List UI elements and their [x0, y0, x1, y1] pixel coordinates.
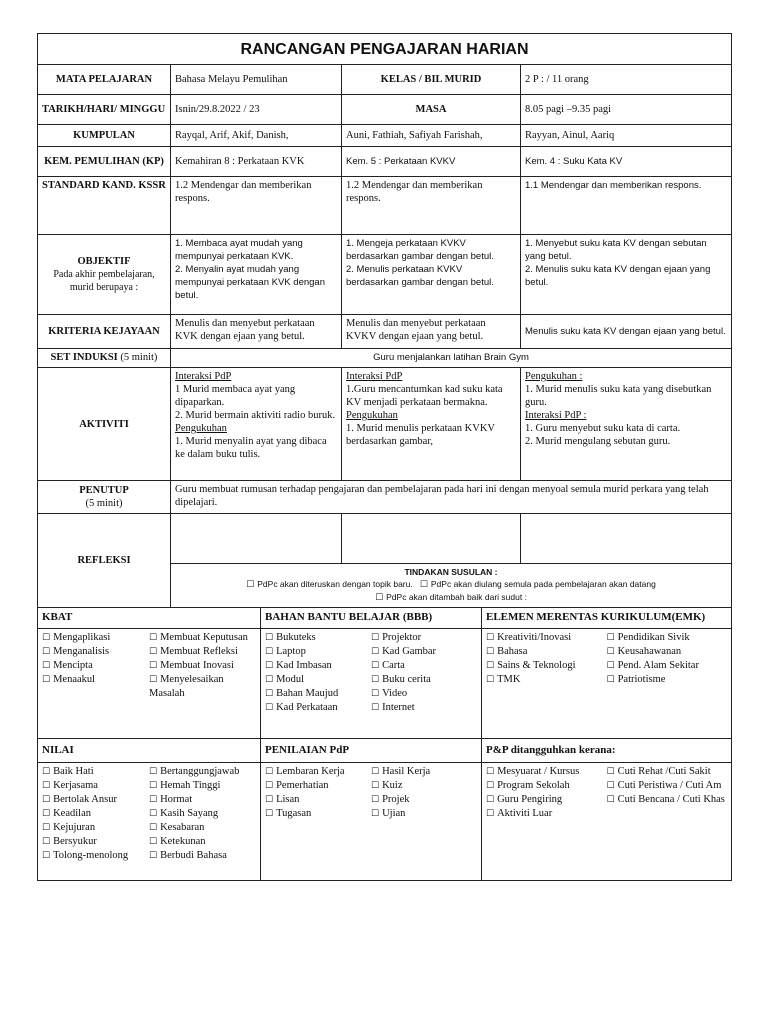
standard-label: STANDARD KAND. KSSR [38, 177, 171, 235]
reflection-2[interactable] [342, 514, 521, 564]
kp-label: KEM. PEMULIHAN (KP) [38, 147, 171, 177]
nilai-option[interactable]: ☐ Baik Hati [42, 765, 149, 779]
follow-up-actions [171, 564, 732, 608]
postponed-option[interactable]: ☐ Cuti Bencana / Cuti Khas [607, 793, 728, 807]
activity-3-heading-2: Interaksi PdP : [525, 410, 587, 421]
nilai-option[interactable]: ☐ Bersyukur [42, 835, 149, 849]
kp-3: Kem. 4 : Suku Kata KV [521, 147, 732, 177]
induction-label: SET INDUKSI [50, 352, 118, 363]
criteria-label: KRITERIA KEJAYAAN [38, 315, 171, 349]
bbb-option[interactable]: ☐ Modul [265, 673, 371, 687]
postponed-option[interactable]: ☐ Mesyuarat / Kursus [486, 765, 607, 779]
bbb-option[interactable]: ☐ Kad Perkataan [265, 701, 371, 715]
activity-2 [342, 368, 521, 481]
nilai-option[interactable]: ☐ Bertolak Ansur [42, 793, 149, 807]
induction-value: Guru menjalankan latihan Brain Gym [171, 349, 732, 368]
nilai-option[interactable]: ☐ Kerjasama [42, 779, 149, 793]
emk-option[interactable]: ☐ TMK [486, 673, 607, 687]
closure-duration: (5 minit) [85, 498, 123, 509]
objective-1-item: 1. Membaca ayat mudah yang mempunyai perkataan KVK. [175, 238, 303, 262]
reflection-3[interactable] [521, 514, 732, 564]
nilai-option[interactable]: ☐ Ketekunan [149, 835, 256, 849]
nilai-option[interactable]: ☐ Kasih Sayang [149, 807, 256, 821]
emk-option[interactable]: ☐ Keusahawanan [607, 645, 728, 659]
assessment-option[interactable]: ☐ Hasil Kerja [371, 765, 477, 779]
bbb-option[interactable]: ☐ Bahan Maujud [265, 687, 371, 701]
assessment-option[interactable]: ☐ Pemerhatian [265, 779, 371, 793]
activity-1-heading: Interaksi PdP [175, 371, 232, 382]
kbat-title: KBAT [38, 608, 261, 628]
activity-1-item: 1 Murid membaca ayat yang dipaparkan. [175, 384, 296, 408]
criteria-2: Menulis dan menyebut perkataan KVKV dengan ejaan yang betul. [342, 315, 521, 349]
standard-3: 1.1 Mendengar dan memberikan respons. [521, 177, 732, 235]
group-3: Rayyan, Ainul, Aariq [521, 125, 732, 147]
date-label: TARIKH/HARI/ MINGGU [38, 95, 171, 125]
kbat-option[interactable]: ☐ Mencipta [42, 659, 149, 673]
emk-title: ELEMEN MERENTAS KURIKULUM(EMK) [482, 608, 732, 628]
activity-2-heading-2: Pengukuhan [346, 410, 398, 421]
nilai-option[interactable]: ☐ Bertanggungjawab [149, 765, 256, 779]
objective-3-item: 1. Menyebut suku kata KV dengan sebutan yang betul. [525, 238, 707, 262]
group-label: KUMPULAN [38, 125, 171, 147]
objective-label-cell [38, 235, 171, 315]
objective-1 [171, 235, 342, 315]
bbb-option[interactable]: ☐ Kad Gambar [371, 645, 477, 659]
lesson-plan-table [37, 33, 732, 608]
class-label: KELAS / BIL MURID [342, 65, 521, 95]
objective-1-item: 2. Menyalin ayat mudah yang mempunyai perkataan KVK dengan betul. [175, 264, 325, 301]
bbb-option[interactable]: ☐ Carta [371, 659, 477, 673]
standard-2: 1.2 Mendengar dan memberikan respons. [342, 177, 521, 235]
activity-2-heading: Interaksi PdP [346, 371, 403, 382]
assessment-option[interactable]: ☐ Projek [371, 793, 477, 807]
objective-3 [521, 235, 732, 315]
emk-option[interactable]: ☐ Sains & Teknologi [486, 659, 607, 673]
nilai-option[interactable]: ☐ Hormat [149, 793, 256, 807]
criteria-3: Menulis suku kata KV dengan ejaan yang betul. [521, 315, 732, 349]
emk-option[interactable]: ☐ Pendidikan Sivik [607, 631, 728, 645]
assessment-option[interactable]: ☐ Kuiz [371, 779, 477, 793]
activity-3 [521, 368, 732, 481]
activity-3-item: 1. Murid menulis suku kata yang disebutkan guru. [525, 384, 712, 408]
postponed-option[interactable]: ☐ Guru Pengiring [486, 793, 607, 807]
objective-label: OBJEKTIF [77, 256, 131, 267]
follow-up-option[interactable]: ☐ PdPc akan ditambah baik dari sudut : [375, 592, 527, 602]
bbb-option[interactable]: ☐ Laptop [265, 645, 371, 659]
bbb-option[interactable]: ☐ Bukuteks [265, 631, 371, 645]
time-value: 8.05 pagi –9.35 pagi [521, 95, 732, 125]
bbb-option[interactable]: ☐ Buku cerita [371, 673, 477, 687]
kbat-option[interactable]: ☐ Membuat Keputusan [149, 631, 256, 645]
subject-label: MATA PELAJARAN [38, 65, 171, 95]
class-value: 2 P : / 11 orang [521, 65, 732, 95]
activity-3-item: 2. Murid mengulang sebutan guru. [525, 436, 671, 447]
closure-label: PENUTUP [79, 485, 129, 496]
postponed-list [482, 762, 732, 880]
assessment-option[interactable]: ☐ Tugasan [265, 807, 371, 821]
kbat-option[interactable]: ☐ Menganalisis [42, 645, 149, 659]
closure-label-cell [38, 481, 171, 514]
assessment-option[interactable]: ☐ Ujian [371, 807, 477, 821]
postponed-option[interactable]: ☐ Cuti Peristiwa / Cuti Am [607, 779, 728, 793]
postponed-option[interactable]: ☐ Program Sekolah [486, 779, 607, 793]
assessment-option[interactable]: ☐ Lisan [265, 793, 371, 807]
bbb-option[interactable]: ☐ Internet [371, 701, 477, 715]
group-2: Auni, Fathiah, Safiyah Farishah, [342, 125, 521, 147]
kp-2: Kem. 5 : Perkataan KVKV [342, 147, 521, 177]
emk-list [482, 628, 732, 738]
bbb-option[interactable]: ☐ Video [371, 687, 477, 701]
nilai-option[interactable]: ☐ Keadilan [42, 807, 149, 821]
kbat-option[interactable]: ☐ Membuat Inovasi [149, 659, 256, 673]
nilai-option[interactable]: ☐ Hemah Tinggi [149, 779, 256, 793]
postponed-title: P&P ditangguhkan kerana: [482, 738, 732, 762]
activity-2-item: 1. Murid menulis perkataan KVKV berdasarkan gambar, [346, 423, 495, 447]
group-1: Rayqal, Arif, Akif, Danish, [171, 125, 342, 147]
kbat-option[interactable]: ☐ Menaakul [42, 673, 149, 687]
criteria-1: Menulis dan menyebut perkataan KVK dengan ejaan yang betul. [171, 315, 342, 349]
date-value: Isnin/29.8.2022 / 23 [171, 95, 342, 125]
objective-2-item: 1. Mengeja perkataan KVKV berdasarkan gambar dengan betul. [346, 238, 494, 262]
postponed-option[interactable]: ☐ Aktiviti Luar [486, 807, 607, 821]
time-label: MASA [342, 95, 521, 125]
emk-option[interactable]: ☐ Pend. Alam Sekitar [607, 659, 728, 673]
closure-value: Guru membuat rumusan terhadap pengajaran dan pembelajaran pada hari ini dengan menyoal semula murid perkara yang telah dipelajari. [171, 481, 732, 514]
activity-1 [171, 368, 342, 481]
activity-1-item: 2. Murid bermain aktiviti radio buruk. [175, 410, 336, 421]
induction-label-cell [38, 349, 171, 368]
activity-1-heading-2: Pengukuhan [175, 423, 227, 434]
induction-duration: (5 minit) [120, 352, 158, 363]
activity-1-item: 1. Murid menyalin ayat yang dibaca ke dalam buku tulis. [175, 436, 327, 460]
follow-up-title: TINDAKAN SUSULAN : [404, 567, 498, 577]
page-title: RANCANGAN PENGAJARAN HARIAN [38, 34, 732, 65]
bbb-option[interactable]: ☐ Kad Imbasan [265, 659, 371, 673]
kbat-option[interactable]: ☐ Mengaplikasi [42, 631, 149, 645]
nilai-option[interactable]: ☐ Tolong-menolong [42, 849, 149, 863]
emk-option[interactable]: ☐ Patriotisme [607, 673, 728, 687]
checklist-table [37, 608, 732, 881]
objective-2-item: 2. Menulis perkataan KVKV berdasarkan gambar dengan betul. [346, 264, 494, 288]
nilai-option[interactable]: ☐ Kejujuran [42, 821, 149, 835]
objective-3-item: 2. Menulis suku kata KV dengan ejaan yang betul. [525, 264, 711, 288]
kbat-option[interactable]: ☐ Menyelesaikan Masalah [149, 673, 256, 700]
follow-up-option[interactable]: ☐ PdPc akan diteruskan dengan topik baru. [246, 579, 413, 589]
emk-option[interactable]: ☐ Bahasa [486, 645, 607, 659]
activity-3-item: 1. Guru menyebut suku kata di carta. [525, 423, 681, 434]
assessment-title: PENILAIAN PdP [261, 738, 482, 762]
bbb-title: BAHAN BANTU BELAJAR (BBB) [261, 608, 482, 628]
subject-value: Bahasa Melayu Pemulihan [171, 65, 342, 95]
standard-1: 1.2 Mendengar dan memberikan respons. [171, 177, 342, 235]
reflection-label: REFLEKSI [38, 514, 171, 608]
nilai-title: NILAI [38, 738, 261, 762]
reflection-1[interactable] [171, 514, 342, 564]
activity-2-item: 1.Guru mencantumkan kad suku kata KV menjadi perkataan bermakna. [346, 384, 503, 408]
kbat-list [38, 628, 261, 738]
activity-3-heading: Pengukuhan : [525, 371, 583, 382]
kp-1: Kemahiran 8 : Perkataan KVK [171, 147, 342, 177]
activity-label: AKTIVITI [38, 368, 171, 481]
nilai-list [38, 762, 261, 880]
postponed-option[interactable]: ☐ Cuti Rehat /Cuti Sakit [607, 765, 728, 779]
emk-option[interactable]: ☐ Kreativiti/Inovasi [486, 631, 607, 645]
assessment-option[interactable]: ☐ Lembaran Kerja [265, 765, 371, 779]
bbb-option[interactable]: ☐ Projektor [371, 631, 477, 645]
objective-sublabel: Pada akhir pembelajaran, murid berupaya : [53, 269, 155, 293]
follow-up-option[interactable]: ☐ PdPc akan diulang semula pada pembelajaran akan datang [420, 579, 656, 589]
kbat-option[interactable]: ☐ Membuat Refleksi [149, 645, 256, 659]
objective-2 [342, 235, 521, 315]
bbb-list [261, 628, 482, 738]
lesson-plan-form [37, 33, 731, 905]
nilai-option[interactable]: ☐ Berbudi Bahasa [149, 849, 256, 863]
assessment-list [261, 762, 482, 880]
nilai-option[interactable]: ☐ Kesabaran [149, 821, 256, 835]
